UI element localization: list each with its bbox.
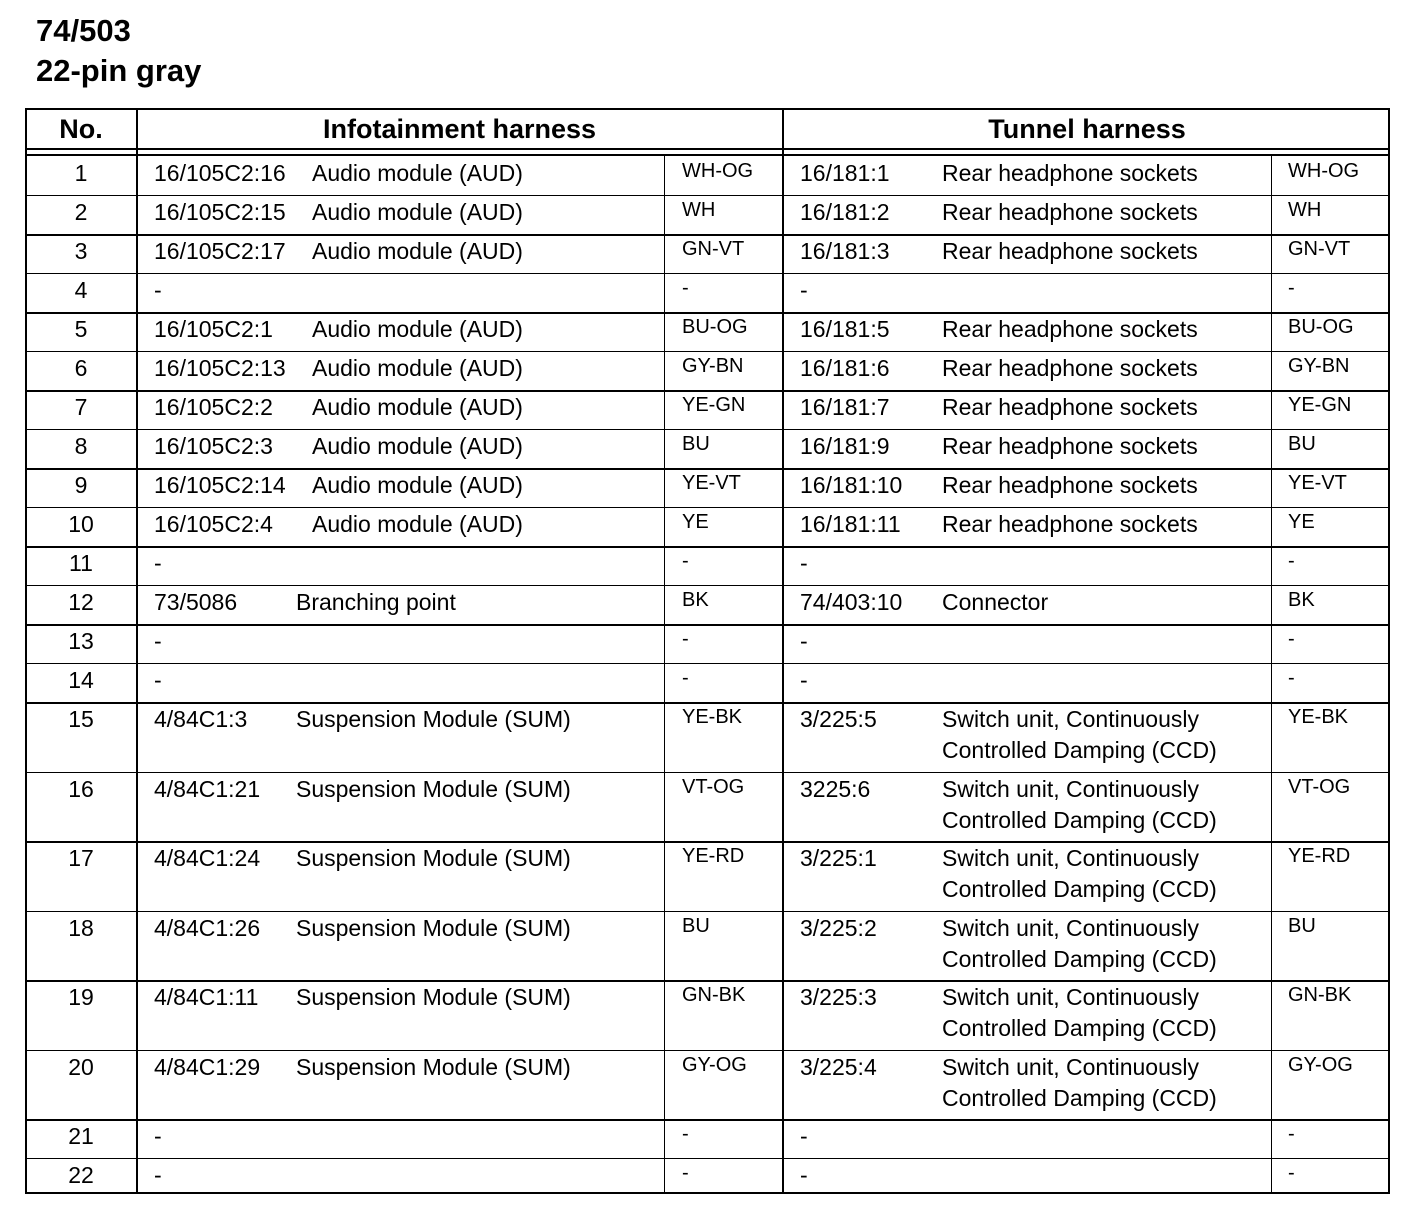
infotainment-wire-color: BU	[682, 433, 710, 455]
table-row	[27, 195, 1388, 234]
tunnel-component-line2: Controlled Damping (CCD)	[942, 737, 1217, 763]
tunnel-wire-color: -	[1288, 1123, 1295, 1145]
infotainment-connector: -	[154, 1162, 162, 1188]
infotainment-connector: 4/84C1:21	[154, 775, 261, 802]
infotainment-wire-color: GN-BK	[682, 984, 746, 1006]
infotainment-connector: 4/84C1:29	[154, 1053, 261, 1080]
infotainment-connector: -	[154, 1123, 162, 1149]
tunnel-wire-color: -	[1288, 667, 1295, 689]
table-row	[27, 1119, 1388, 1158]
infotainment-wire-color: YE-RD	[682, 845, 745, 867]
infotainment-component: Suspension Module (SUM)	[296, 845, 571, 871]
infotainment-wire-color: YE-VT	[682, 472, 741, 494]
infotainment-connector: -	[154, 667, 162, 693]
pin-number: 7	[74, 394, 88, 420]
table-row	[27, 702, 1388, 772]
tunnel-component-line2: Controlled Damping (CCD)	[942, 876, 1217, 902]
tunnel-connector: 16/181:2	[800, 199, 890, 225]
tunnel-connector: -	[800, 1162, 808, 1188]
infotainment-wire-color: WH	[682, 199, 716, 221]
infotainment-wire-color: GY-BN	[682, 355, 744, 377]
tunnel-wire-color: YE-VT	[1288, 472, 1347, 494]
tunnel-component: Rear headphone sockets	[942, 433, 1198, 459]
tunnel-component: Switch unit, Continuously	[942, 1053, 1199, 1080]
pin-number: 6	[74, 355, 88, 381]
infotainment-connector: 4/84C1:26	[154, 914, 261, 941]
infotainment-connector: -	[154, 550, 162, 576]
table-row	[27, 1158, 1388, 1197]
pin-number: 14	[68, 667, 94, 693]
pin-number: 16	[68, 775, 94, 802]
infotainment-connector: 4/84C1:24	[154, 845, 261, 871]
infotainment-connector: 16/105C2:3	[154, 433, 273, 459]
page-title: 74/503	[36, 13, 131, 48]
tunnel-connector: 3/225:2	[800, 914, 877, 941]
pin-number: 2	[74, 199, 88, 225]
tunnel-component: Switch unit, Continuously	[942, 706, 1199, 732]
header-tunnel: Tunnel harness	[988, 114, 1186, 144]
pin-number: 13	[68, 628, 94, 654]
table-row	[27, 156, 1388, 195]
pin-number: 21	[68, 1123, 94, 1149]
tunnel-wire-color: -	[1288, 277, 1295, 299]
infotainment-connector: 16/105C2:14	[154, 472, 286, 498]
tunnel-component: Rear headphone sockets	[942, 316, 1198, 342]
tunnel-connector: 16/181:1	[800, 160, 890, 186]
infotainment-component: Audio module (AUD)	[312, 433, 523, 459]
tunnel-component: Switch unit, Continuously	[942, 845, 1199, 871]
infotainment-component: Suspension Module (SUM)	[296, 706, 571, 732]
infotainment-component: Audio module (AUD)	[312, 316, 523, 342]
tunnel-component: Rear headphone sockets	[942, 238, 1198, 264]
tunnel-wire-color: YE	[1288, 511, 1315, 533]
infotainment-component: Suspension Module (SUM)	[296, 1053, 571, 1080]
tunnel-wire-color: -	[1288, 1162, 1295, 1184]
table-row	[27, 546, 1388, 585]
tunnel-connector: 3/225:4	[800, 1053, 877, 1080]
infotainment-wire-color: YE	[682, 511, 709, 533]
infotainment-wire-color: -	[682, 1123, 689, 1145]
tunnel-wire-color: BU	[1288, 914, 1316, 937]
page-subtitle: 22-pin gray	[36, 53, 202, 88]
table-row	[27, 772, 1388, 842]
tunnel-wire-color: YE-GN	[1288, 394, 1352, 416]
tunnel-component-line2: Controlled Damping (CCD)	[942, 1015, 1217, 1041]
table-row	[27, 390, 1388, 429]
tunnel-wire-color: GY-OG	[1288, 1053, 1353, 1076]
table-row	[27, 911, 1388, 981]
header-divider-top	[27, 148, 1388, 150]
tunnel-component: Rear headphone sockets	[942, 355, 1198, 381]
tunnel-component: Rear headphone sockets	[942, 472, 1198, 498]
tunnel-connector: 16/181:10	[800, 472, 903, 498]
tunnel-connector: 16/181:6	[800, 355, 890, 381]
infotainment-connector: 16/105C2:13	[154, 355, 286, 381]
infotainment-connector: -	[154, 277, 162, 303]
infotainment-component: Audio module (AUD)	[312, 355, 523, 381]
table-row	[27, 663, 1388, 702]
infotainment-connector: 16/105C2:16	[154, 160, 286, 186]
tunnel-connector: 16/181:3	[800, 238, 890, 264]
infotainment-wire-color: -	[682, 667, 689, 689]
tunnel-connector: 16/181:11	[800, 511, 901, 537]
tunnel-wire-color: -	[1288, 628, 1295, 650]
infotainment-connector: 16/105C2:17	[154, 238, 286, 264]
header-infotainment: Infotainment harness	[322, 114, 597, 144]
pin-number: 1	[74, 160, 88, 186]
pin-number: 9	[74, 472, 88, 498]
tunnel-component-line2: Controlled Damping (CCD)	[942, 945, 1217, 972]
table-row	[27, 1050, 1388, 1120]
tunnel-connector: 74/403:10	[800, 589, 903, 615]
pin-number: 20	[68, 1053, 94, 1080]
pin-number: 15	[68, 706, 94, 732]
infotainment-component: Branching point	[296, 589, 456, 615]
table-row	[27, 980, 1388, 1050]
infotainment-wire-color: BK	[682, 589, 709, 611]
pin-number: 19	[68, 984, 94, 1010]
tunnel-component: Switch unit, Continuously	[942, 984, 1199, 1010]
tunnel-component: Rear headphone sockets	[942, 394, 1198, 420]
tunnel-component: Rear headphone sockets	[942, 199, 1198, 225]
infotainment-wire-color: BU-OG	[682, 316, 748, 338]
infotainment-connector: -	[154, 628, 162, 654]
tunnel-wire-color: GN-BK	[1288, 984, 1352, 1006]
infotainment-connector: 16/105C2:1	[154, 316, 273, 342]
tunnel-component: Rear headphone sockets	[942, 511, 1198, 537]
infotainment-connector: 73/5086	[154, 589, 238, 615]
tunnel-component: Rear headphone sockets	[942, 160, 1198, 186]
tunnel-connector: -	[800, 628, 808, 654]
pin-number: 18	[68, 914, 94, 941]
pin-number: 5	[74, 316, 88, 342]
infotainment-wire-color: -	[682, 550, 689, 572]
tunnel-component: Switch unit, Continuously	[942, 914, 1199, 941]
infotainment-connector: 16/105C2:15	[154, 199, 286, 225]
tunnel-component-line2: Controlled Damping (CCD)	[942, 806, 1217, 833]
table-row	[27, 624, 1388, 663]
infotainment-component: Audio module (AUD)	[312, 511, 523, 537]
infotainment-connector: 4/84C1:11	[154, 984, 259, 1010]
tunnel-connector: 3225:6	[800, 775, 871, 802]
infotainment-connector: 16/105C2:4	[154, 511, 273, 537]
tunnel-wire-color: WH	[1288, 199, 1322, 221]
tunnel-connector: -	[800, 550, 808, 576]
infotainment-component: Audio module (AUD)	[312, 199, 523, 225]
tunnel-component-line2: Controlled Damping (CCD)	[942, 1084, 1217, 1111]
tunnel-connector: 16/181:9	[800, 433, 890, 459]
pin-number: 12	[68, 589, 94, 615]
tunnel-connector: -	[800, 1123, 808, 1149]
infotainment-wire-color: VT-OG	[682, 775, 745, 798]
pin-number: 8	[74, 433, 88, 459]
pin-number: 22	[68, 1162, 94, 1188]
table-row	[27, 468, 1388, 507]
tunnel-wire-color: WH-OG	[1288, 160, 1360, 182]
infotainment-component: Suspension Module (SUM)	[296, 914, 571, 941]
tunnel-connector: -	[800, 277, 808, 303]
header-no: No.	[59, 114, 103, 144]
infotainment-wire-color: YE-BK	[682, 706, 743, 728]
tunnel-connector: 16/181:7	[800, 394, 890, 420]
table-row	[27, 351, 1388, 390]
infotainment-component: Suspension Module (SUM)	[296, 984, 571, 1010]
tunnel-component: Switch unit, Continuously	[942, 775, 1199, 802]
tunnel-wire-color: BK	[1288, 589, 1315, 611]
infotainment-component: Suspension Module (SUM)	[296, 775, 571, 802]
table-row	[27, 507, 1388, 546]
tunnel-wire-color: BU	[1288, 433, 1316, 455]
tunnel-connector: 3/225:5	[800, 706, 877, 732]
pin-number: 17	[68, 845, 94, 871]
infotainment-wire-color: -	[682, 277, 689, 299]
pin-number: 10	[68, 511, 94, 537]
table-row	[27, 585, 1388, 624]
tunnel-wire-color: GN-VT	[1288, 238, 1351, 260]
infotainment-wire-color: GY-OG	[682, 1053, 747, 1076]
table-row	[27, 841, 1388, 911]
infotainment-component: Audio module (AUD)	[312, 238, 523, 264]
pin-number: 3	[74, 238, 88, 264]
tunnel-wire-color: GY-BN	[1288, 355, 1350, 377]
tunnel-wire-color: YE-BK	[1288, 706, 1349, 728]
infotainment-wire-color: -	[682, 628, 689, 650]
table-row	[27, 273, 1388, 312]
infotainment-wire-color: BU	[682, 914, 710, 937]
table-row	[27, 429, 1388, 468]
infotainment-connector: 4/84C1:3	[154, 706, 248, 732]
table-row	[27, 234, 1388, 273]
tunnel-component: Connector	[942, 589, 1049, 615]
pin-number: 11	[69, 550, 93, 576]
tunnel-wire-color: VT-OG	[1288, 775, 1351, 798]
infotainment-wire-color: -	[682, 1162, 689, 1184]
infotainment-wire-color: WH-OG	[682, 160, 754, 182]
infotainment-component: Audio module (AUD)	[312, 160, 523, 186]
table-row	[27, 312, 1388, 351]
infotainment-component: Audio module (AUD)	[312, 472, 523, 498]
pin-number: 4	[74, 277, 88, 303]
infotainment-wire-color: GN-VT	[682, 238, 745, 260]
tunnel-wire-color: -	[1288, 550, 1295, 572]
infotainment-connector: 16/105C2:2	[154, 394, 273, 420]
tunnel-wire-color: YE-RD	[1288, 845, 1351, 867]
tunnel-connector: 16/181:5	[800, 316, 890, 342]
tunnel-connector: 3/225:1	[800, 845, 877, 871]
tunnel-connector: -	[800, 667, 808, 693]
tunnel-connector: 3/225:3	[800, 984, 877, 1010]
pinout-table	[25, 108, 1390, 1194]
tunnel-wire-color: BU-OG	[1288, 316, 1354, 338]
infotainment-wire-color: YE-GN	[682, 394, 746, 416]
infotainment-component: Audio module (AUD)	[312, 394, 523, 420]
